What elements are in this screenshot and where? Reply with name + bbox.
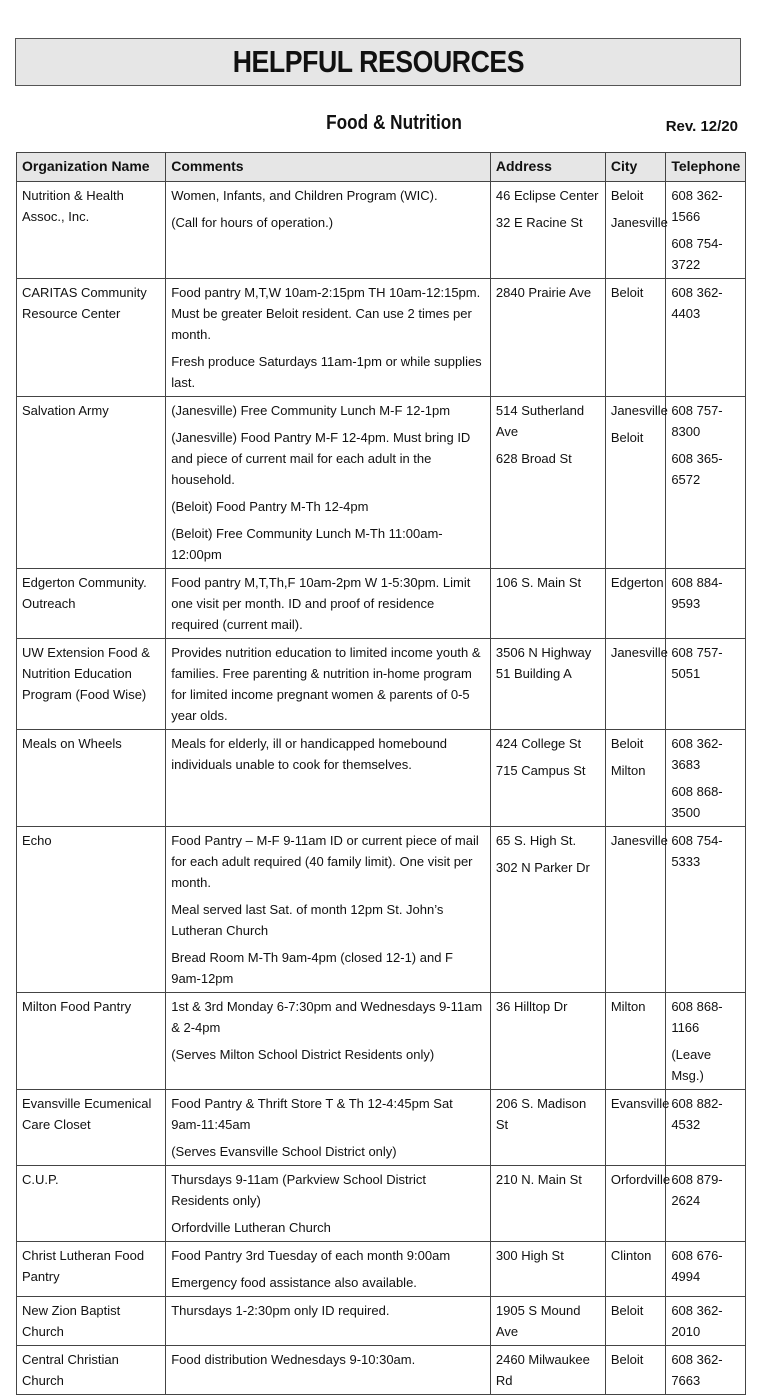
telephone-cell <box>666 639 746 730</box>
comments-line: Food Pantry – M-F 9-11am ID or current piece of mail for each adult required (40 family limit). One visit per month. <box>171 833 479 890</box>
table-row <box>17 993 746 1090</box>
comments-line: Food Pantry 3rd Tuesday of each month 9:00am <box>171 1248 451 1263</box>
address-cell <box>490 827 605 993</box>
telephone-line: 608 754-5333 <box>671 833 723 869</box>
table-row <box>17 569 746 639</box>
city-line: Edgerton <box>610 575 664 590</box>
address-line: 210 N. Main St <box>495 1172 582 1187</box>
header-address: Address <box>490 153 605 182</box>
comments-line: (Janesville) Free Community Lunch M-F 12-1pm <box>171 403 451 418</box>
table-row <box>17 1242 746 1297</box>
telephone-line: 608 884-9593 <box>671 575 723 611</box>
city-line: Beloit <box>610 1303 644 1318</box>
header-city: City <box>605 153 665 182</box>
table-row <box>17 1166 746 1242</box>
comments-line: Thursdays 1-2:30pm only ID required. <box>171 1303 390 1318</box>
city-cell <box>605 730 665 827</box>
comments-line: Thursdays 9-11am (Parkview School District Residents only) <box>171 1172 427 1208</box>
table-row <box>17 1297 746 1346</box>
comments-line: Orfordville Lutheran Church <box>171 1220 331 1235</box>
telephone-line: 608 879-2624 <box>671 1172 723 1208</box>
telephone-cell <box>666 182 746 279</box>
telephone-cell <box>666 397 746 569</box>
city-cell <box>605 827 668 993</box>
table-row <box>17 1090 746 1166</box>
telephone-line: 608 362-4403 <box>671 285 723 321</box>
address-cell <box>490 397 605 569</box>
comments-line: (Janesville) Food Pantry M-F 12-4pm. Must bring ID and piece of current mail for each adult in the household. <box>171 430 471 487</box>
telephone-line: 608 754-3722 <box>671 236 723 272</box>
telephone-cell <box>666 1090 746 1166</box>
city-line: Janesville <box>610 215 668 230</box>
organization-cell: C.U.P. <box>17 1166 166 1242</box>
address-line: 715 Campus St <box>495 763 586 778</box>
comments-line: Provides nutrition education to limited income youth & families. Free parenting & nutrition in-home program for limited income pregnant women & parents of 0-5 year olds. <box>171 645 481 723</box>
resources-table <box>16 152 746 1395</box>
city-line: Beloit <box>610 188 644 203</box>
comments-line: Women, Infants, and Children Program (WIC). <box>171 188 438 203</box>
address-cell <box>490 639 605 730</box>
table-row <box>17 182 746 279</box>
address-line: 2460 Milwaukee Rd <box>495 1352 590 1388</box>
city-cell <box>605 182 668 279</box>
organization-cell: Edgerton Community. Outreach <box>17 569 166 639</box>
table-row <box>17 397 746 569</box>
table-row <box>17 1346 746 1395</box>
comments-line: (Call for hours of operation.) <box>171 215 334 230</box>
organization-cell: Nutrition & Health Assoc., Inc. <box>17 182 166 279</box>
telephone-cell <box>666 569 746 639</box>
address-line: 65 S. High St. <box>495 833 577 848</box>
organization-cell: CARITAS Community Resource Center <box>17 279 166 397</box>
telephone-line: (Leave Msg.) <box>671 1047 712 1083</box>
city-cell <box>605 1090 670 1166</box>
address-cell <box>490 279 605 397</box>
revision-label: Rev. 12/20 <box>665 118 738 135</box>
telephone-line: 608 362-1566 <box>671 188 723 224</box>
address-line: 424 College St <box>495 736 582 751</box>
city-cell <box>605 639 668 730</box>
organization-cell: Central Christian Church <box>17 1346 166 1395</box>
header-comments: Comments <box>166 153 491 182</box>
telephone-line: 608 757-5051 <box>671 645 723 681</box>
table-row <box>17 827 746 993</box>
city-line: Beloit <box>610 285 644 300</box>
comments-cell <box>166 182 491 279</box>
telephone-line: 608 868-3500 <box>671 784 723 820</box>
comments-cell <box>166 639 491 730</box>
comments-cell <box>166 1166 491 1242</box>
city-cell <box>605 279 665 397</box>
organization-cell: Echo <box>17 827 166 993</box>
address-cell <box>490 1346 605 1395</box>
address-line: 206 S. Madison St <box>495 1096 587 1132</box>
comments-line: Food distribution Wednesdays 9-10:30am. <box>171 1352 416 1367</box>
comments-cell <box>166 1090 491 1166</box>
comments-cell <box>166 1297 491 1346</box>
comments-line: Emergency food assistance also available. <box>171 1275 417 1290</box>
comments-cell <box>166 397 491 569</box>
city-line: Orfordville <box>610 1172 671 1187</box>
comments-line: (Serves Evansville School District only) <box>171 1144 397 1159</box>
city-line: Janesville <box>610 645 668 660</box>
table-header-row <box>17 153 746 182</box>
address-cell <box>490 1297 605 1346</box>
address-line: 46 Eclipse Center <box>495 188 599 203</box>
table-row <box>17 279 746 397</box>
comments-line: Meals for elderly, ill or handicapped homebound individuals unable to cook for themselves. <box>171 736 448 772</box>
city-cell <box>605 569 665 639</box>
city-line: Milton <box>610 763 646 778</box>
telephone-cell <box>666 1242 746 1297</box>
table-body <box>17 182 746 1395</box>
page-title: HELPFUL RESOURCES <box>232 44 524 79</box>
telephone-line: 608 882-4532 <box>671 1096 723 1132</box>
address-cell <box>490 182 605 279</box>
city-line: Milton <box>610 999 646 1014</box>
city-line: Beloit <box>610 736 644 751</box>
telephone-line: 608 362-2010 <box>671 1303 723 1339</box>
address-line: 628 Broad St <box>495 451 572 466</box>
organization-cell: UW Extension Food & Nutrition Education Program (Food Wise) <box>17 639 166 730</box>
title-banner <box>15 38 741 86</box>
address-line: 106 S. Main St <box>495 575 582 590</box>
address-line: 36 Hilltop Dr <box>495 999 568 1014</box>
comments-line: Food pantry M,T,Th,F 10am-2pm W 1-5:30pm. Limit one visit per month. ID and proof of residence required (current mail). <box>171 575 471 632</box>
city-line: Evansville <box>610 1096 670 1111</box>
comments-cell <box>166 569 491 639</box>
organization-cell: New Zion Baptist Church <box>17 1297 166 1346</box>
address-line: 1905 S Mound Ave <box>495 1303 581 1339</box>
telephone-cell <box>666 993 746 1090</box>
address-cell <box>490 1242 605 1297</box>
telephone-line: 608 365-6572 <box>671 451 723 487</box>
comments-line: Bread Room M-Th 9am-4pm (closed 12-1) and F 9am-12pm <box>171 950 453 986</box>
city-cell <box>605 1166 671 1242</box>
city-cell <box>605 397 668 569</box>
comments-cell <box>166 730 491 827</box>
table-row <box>17 639 746 730</box>
comments-line: 1st & 3rd Monday 6-7:30pm and Wednesdays 9-11am & 2-4pm <box>171 999 483 1035</box>
header-telephone: Telephone <box>666 153 746 182</box>
address-line: 514 Sutherland Ave <box>495 403 585 439</box>
telephone-line: 608 868-1166 <box>671 999 723 1035</box>
telephone-cell <box>666 1166 746 1242</box>
organization-cell: Meals on Wheels <box>17 730 166 827</box>
telephone-cell <box>666 1346 746 1395</box>
address-cell <box>490 569 605 639</box>
city-line: Beloit <box>610 430 644 445</box>
comments-line: Fresh produce Saturdays 11am-1pm or while supplies last. <box>171 354 482 390</box>
city-line: Janesville <box>610 403 668 418</box>
telephone-cell <box>666 827 746 993</box>
city-line: Beloit <box>610 1352 644 1367</box>
comments-cell <box>166 279 491 397</box>
telephone-cell <box>666 730 746 827</box>
address-cell <box>490 1166 605 1242</box>
comments-cell <box>166 993 491 1090</box>
address-cell <box>490 993 605 1090</box>
section-subtitle: Food & Nutrition <box>326 112 462 134</box>
city-line: Clinton <box>610 1248 652 1263</box>
telephone-line: 608 362-7663 <box>671 1352 723 1388</box>
telephone-cell <box>666 1297 746 1346</box>
address-line: 300 High St <box>495 1248 564 1263</box>
address-cell <box>490 1090 605 1166</box>
comments-cell <box>166 827 491 993</box>
organization-cell: Evansville Ecumenical Care Closet <box>17 1090 166 1166</box>
city-line: Janesville <box>610 833 668 848</box>
address-line: 302 N Parker Dr <box>495 860 590 875</box>
telephone-cell <box>666 279 746 397</box>
address-line: 32 E Racine St <box>495 215 583 230</box>
comments-line: (Beloit) Food Pantry M-Th 12-4pm <box>171 499 369 514</box>
organization-cell: Christ Lutheran Food Pantry <box>17 1242 166 1297</box>
city-cell <box>605 1297 665 1346</box>
comments-line: (Beloit) Free Community Lunch M-Th 11:00am-12:00pm <box>171 526 443 562</box>
comments-cell <box>166 1346 491 1395</box>
table-row <box>17 730 746 827</box>
telephone-line: 608 757-8300 <box>671 403 723 439</box>
comments-cell <box>166 1242 491 1297</box>
telephone-line: 608 362-3683 <box>671 736 723 772</box>
telephone-line: 608 676-4994 <box>671 1248 723 1284</box>
address-line: 3506 N Highway 51 Building A <box>495 645 592 681</box>
comments-line: Meal served last Sat. of month 12pm St. John’s Lutheran Church <box>171 902 444 938</box>
city-cell <box>605 1346 665 1395</box>
header-organization: Organization Name <box>17 153 166 182</box>
address-line: 2840 Prairie Ave <box>495 285 592 300</box>
city-cell <box>605 993 665 1090</box>
address-cell <box>490 730 605 827</box>
organization-cell: Milton Food Pantry <box>17 993 166 1090</box>
comments-line: Food Pantry & Thrift Store T & Th 12-4:45pm Sat 9am-11:45am <box>171 1096 453 1132</box>
comments-line: (Serves Milton School District Residents only) <box>171 1047 435 1062</box>
comments-line: Food pantry M,T,W 10am-2:15pm TH 10am-12:15pm. Must be greater Beloit resident. Can use 2 times per month. <box>171 285 481 342</box>
organization-cell: Salvation Army <box>17 397 166 569</box>
city-cell <box>605 1242 665 1297</box>
